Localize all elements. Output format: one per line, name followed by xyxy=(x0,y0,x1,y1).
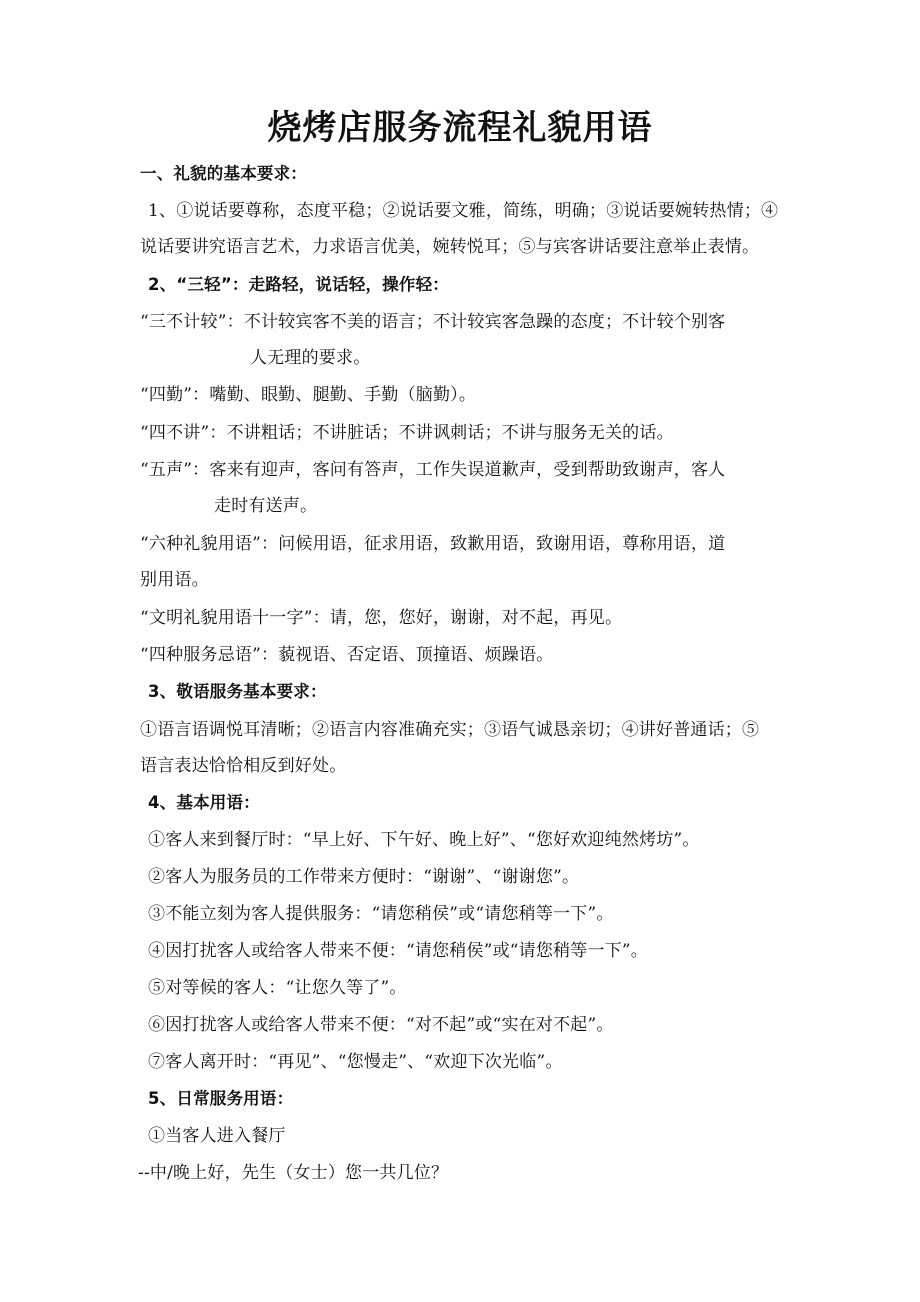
list-item: ③不能立刻为客人提供服务：“请您稍侯”或“请您稍等一下”。 xyxy=(148,904,614,924)
paragraph-line: 走时有送声。 xyxy=(214,496,318,516)
list-item: ①当客人进入餐厅 xyxy=(148,1126,286,1146)
list-item: ①客人来到餐厅时：“早上好、下午好、晚上好”、“您好欢迎纯然烤坊”。 xyxy=(148,830,700,850)
section-heading-1: 一、礼貌的基本要求： xyxy=(140,164,307,183)
paragraph-line: “四种服务忌语”：藐视语、否定语、顶撞语、烦躁语。 xyxy=(140,645,554,665)
paragraph-line: “四不讲”：不讲粗话；不讲脏话；不讲讽刺话；不讲与服务无关的话。 xyxy=(140,423,674,443)
section-heading-4: 4、基本用语： xyxy=(148,793,260,812)
dialogue-line: --中/晚上好，先生（女士）您一共几位？ xyxy=(138,1163,449,1183)
paragraph-line: “五声”：客来有迎声，客问有答声，工作失误道歉声，受到帮助致谢声，客人 xyxy=(140,460,726,480)
paragraph-line: ①语言语调悦耳清晰；②语言内容准确充实；③语气诚恳亲切；④讲好普通话；⑤ xyxy=(140,720,760,740)
paragraph-line: 语言表达恰恰相反到好处。 xyxy=(140,756,347,776)
list-item: ⑦客人离开时：“再见”、“您慢走”、“欢迎下次光临”。 xyxy=(148,1052,563,1072)
paragraph-line: “三不计较”：不计较宾客不美的语言；不计较宾客急躁的态度；不计较个别客 xyxy=(140,312,726,332)
paragraph-line: “四勤”：嘴勤、眼勤、腿勤、手勤（脑勤）。 xyxy=(140,385,477,405)
paragraph-line: “六种礼貌用语”：问候用语，征求用语，致歉用语，致谢用语，尊称用语，道 xyxy=(140,534,726,554)
paragraph-line: 说话要讲究语言艺术，力求语言优美，婉转悦耳；⑤与宾客讲话要注意举止表情。 xyxy=(140,237,760,257)
list-item: ⑥因打扰客人或给客人带来不便：“对不起”或“实在对不起”。 xyxy=(148,1015,614,1035)
section-heading-3: 3、敬语服务基本要求： xyxy=(148,682,327,701)
document-title: 烧烤店服务流程礼貌用语 xyxy=(267,108,653,148)
paragraph-line: 人无理的要求。 xyxy=(250,348,371,368)
list-item: ⑤对等候的客人：“让您久等了”。 xyxy=(148,978,407,998)
list-item: ②客人为服务员的工作带来方便时：“谢谢”、“谢谢您”。 xyxy=(148,867,580,887)
section-heading-2: 2、“三轻”：走路轻，说话轻，操作轻： xyxy=(148,275,449,294)
paragraph-line: 1、①说话要尊称，态度平稳；②说话要文雅，简练，明确；③说话要婉转热情；④ xyxy=(148,201,779,221)
paragraph-line: 别用语。 xyxy=(140,570,209,590)
paragraph-line: “文明礼貌用语十一字”：请，您，您好，谢谢，对不起，再见。 xyxy=(140,608,623,628)
section-heading-5: 5、日常服务用语： xyxy=(148,1089,294,1108)
list-item: ④因打扰客人或给客人带来不便：“请您稍侯”或“请您稍等一下”。 xyxy=(148,941,648,961)
